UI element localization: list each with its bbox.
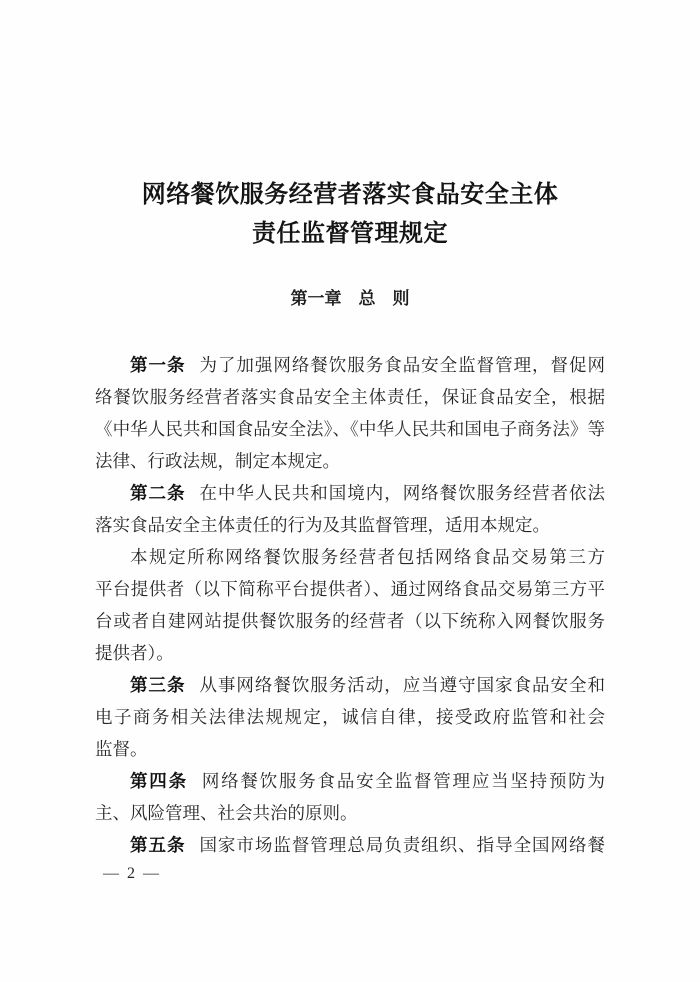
body-line-text: 提供者）。	[95, 643, 174, 663]
body-line-text: 台或者自建网站提供餐饮服务的经营者（以下统称入网餐饮服务	[95, 611, 605, 631]
article-label: 第五条	[130, 835, 186, 855]
body-line	[95, 733, 605, 765]
body-line	[95, 381, 605, 413]
body-line-text: 法律、行政法规，制定本规定。	[95, 451, 340, 471]
body-line	[95, 701, 605, 733]
document-title	[95, 176, 605, 254]
body-line	[95, 797, 605, 829]
body-line	[95, 637, 605, 669]
body-line	[95, 573, 605, 605]
body-line	[95, 445, 605, 477]
body-line	[95, 765, 605, 797]
article-label: 第二条	[130, 483, 186, 503]
article-label: 第四条	[130, 771, 188, 791]
body-line-text: 平台提供者（以下简称平台提供者）、通过网络食品交易第三方平	[95, 579, 605, 599]
body-line-text: 监督。	[95, 739, 148, 759]
body-line-text: 本规定所称网络餐饮服务经营者包括网络食品交易第三方	[130, 547, 605, 567]
page-number: — 2 —	[103, 865, 161, 882]
chapter-heading: 第一章 总 则	[290, 289, 410, 308]
body-line	[95, 605, 605, 637]
article-label: 第三条	[130, 675, 186, 695]
document-body	[95, 349, 605, 861]
body-line-text: 电子商务相关法律法规规定，诚信自律，接受政府监管和社会	[95, 707, 605, 727]
document-title-line-1: 网络餐饮服务经营者落实食品安全主体	[141, 182, 559, 208]
body-line-text: 主、风险管理、社会共治的原则。	[95, 803, 358, 823]
body-line-text: 《中华人民共和国食品安全法》、《中华人民共和国电子商务法》等	[95, 419, 605, 439]
body-line-text: 在中华人民共和国境内，网络餐饮服务经营者依法	[199, 483, 605, 503]
body-line	[95, 477, 605, 509]
body-line-text: 为了加强网络餐饮服务食品安全监督管理，督促网	[199, 355, 605, 375]
body-line	[95, 669, 605, 701]
body-line	[95, 541, 605, 573]
article-label: 第一条	[130, 355, 186, 375]
body-line	[95, 349, 605, 381]
body-line	[95, 413, 605, 445]
body-line-text: 国家市场监督管理总局负责组织、指导全国网络餐	[199, 835, 605, 855]
body-line	[95, 829, 605, 861]
body-line-text: 络餐饮服务经营者落实食品安全主体责任，保证食品安全，根据	[95, 387, 605, 407]
body-line-text: 网络餐饮服务食品安全监督管理应当坚持预防为	[201, 771, 606, 791]
body-line	[95, 509, 605, 541]
document-title-line-2: 责任监督管理规定	[252, 221, 448, 247]
body-line-text: 落实食品安全主体责任的行为及其监督管理，适用本规定。	[95, 515, 550, 535]
body-line-text: 从事网络餐饮服务活动，应当遵守国家食品安全和	[199, 675, 605, 695]
